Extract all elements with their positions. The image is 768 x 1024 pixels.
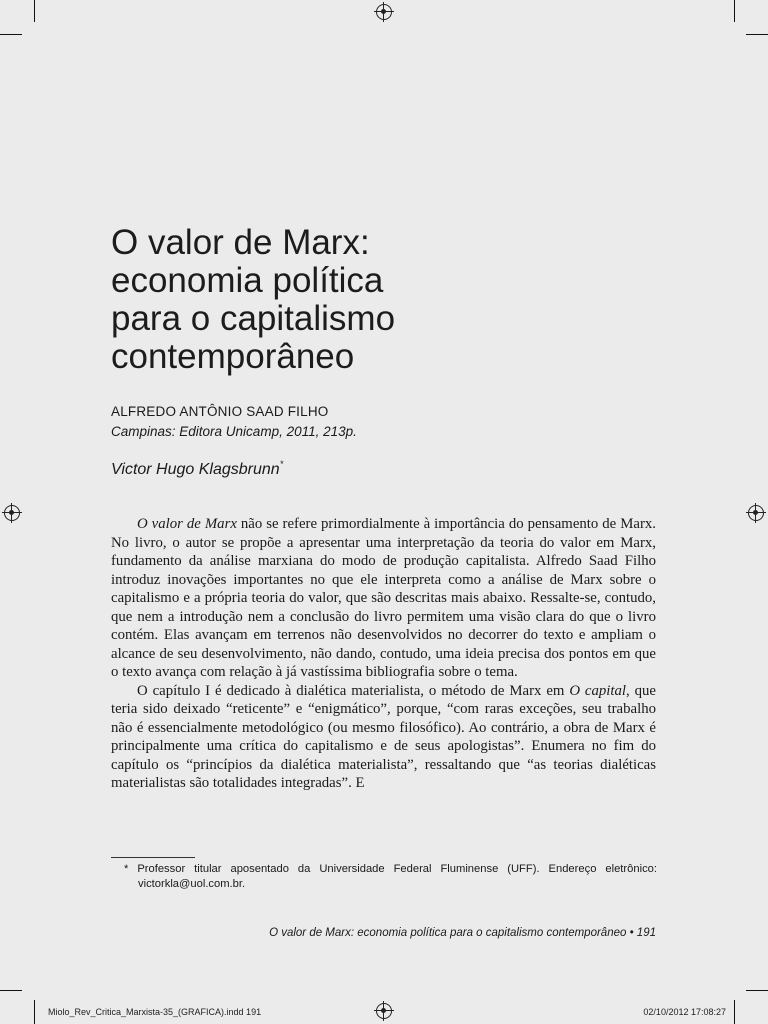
paragraph-2-text-a: O capítulo I é dedicado à dialética materialista, o método de Marx em (137, 682, 570, 699)
crop-mark-bottom-left-v (34, 1000, 35, 1024)
reviewer-name (111, 459, 283, 479)
paragraph-1 (111, 515, 656, 682)
paragraph-1-text: não se refere primordialmente à importância do pensamento de Marx. No livro, o autor se propõe a apresentar uma interpretação da teoria do valor em Marx, fundamento da análise marxiana do modo de produção capitalista. Alfredo Saad Filho introduz inovações importantes no que ele interpreta como a análise de Marx sobre o capitalismo e a própria teoria do valor, que são descritas mais abaixo. Ressalte-se, contudo, que nem a introdução nem a conclusão do livro permitem uma visão clara do que o livro contém. Elas avançam em terrenos não desenvolvidos no decorrer do texto e ampliam o alcance de seu desenvolvimento, não dando, contudo, uma ideia precisa dos pontos em que o texto avança com relação à já vastíssima bibliografia sobre o tema. (111, 516, 656, 680)
crop-mark-bottom-right-v (734, 1000, 735, 1024)
crop-mark-top-right-v (734, 0, 735, 22)
paragraph-2 (111, 682, 656, 793)
paragraph-2-text-b: , que teria sido deixado “reticente” e “enigmático”, porque, “com raras exceções, seu trabalho não é essencialmente metodológico (ou mesmo filosófico). Ao contrário, a obra de Marx é principalmente uma crítica do capitalismo e de seus apologistas”. Enumera no fim do capítulo os “princípios da dialética materialista”, ressaltando que “as teorias dialéticas materialistas são totalidades integradas”. E (111, 682, 657, 791)
book-title-italic: O valor de Marx (137, 516, 237, 532)
title-line: contemporâneo (111, 337, 355, 376)
registration-mark-bottom-icon (376, 1003, 392, 1019)
print-slug-datetime: 02/10/2012 17:08:27 (643, 1007, 726, 1017)
title-line: O valor de Marx: (111, 223, 370, 262)
print-slug-file: Miolo_Rev_Critica_Marxista-35_(GRAFICA).indd 191 (48, 1007, 262, 1017)
capital-title-italic: O capital (569, 682, 627, 699)
book-author: ALFREDO ANTÔNIO SAAD FILHO (111, 404, 329, 419)
crop-mark-top-left-v (34, 0, 35, 22)
crop-mark-bottom-left-h (0, 990, 22, 991)
registration-mark-left-icon (4, 505, 20, 521)
footnote-marker: * (279, 459, 284, 469)
book-publication: Campinas: Editora Unicamp, 2011, 213p. (111, 424, 357, 439)
article-title (111, 224, 395, 376)
crop-mark-top-right-h (746, 34, 768, 35)
footnote-rule (111, 857, 195, 858)
article-body (111, 515, 656, 793)
title-line: para o capitalismo (111, 299, 396, 338)
footnote: * Professor titular aposentado da Universidade Federal Fluminense (UFF). Endereço eletrônico: victorkla@uol.com.br. (124, 863, 657, 890)
registration-mark-right-icon (748, 505, 764, 521)
reviewer-name-text: Victor Hugo Klagsbrunn (111, 461, 280, 478)
crop-mark-top-left-h (0, 34, 22, 35)
running-footer: O valor de Marx: economia política para o capitalismo contemporâneo • 191 (269, 927, 656, 939)
registration-mark-top-icon (376, 4, 392, 20)
title-line: economia política (111, 261, 384, 300)
crop-mark-bottom-right-h (746, 990, 768, 991)
